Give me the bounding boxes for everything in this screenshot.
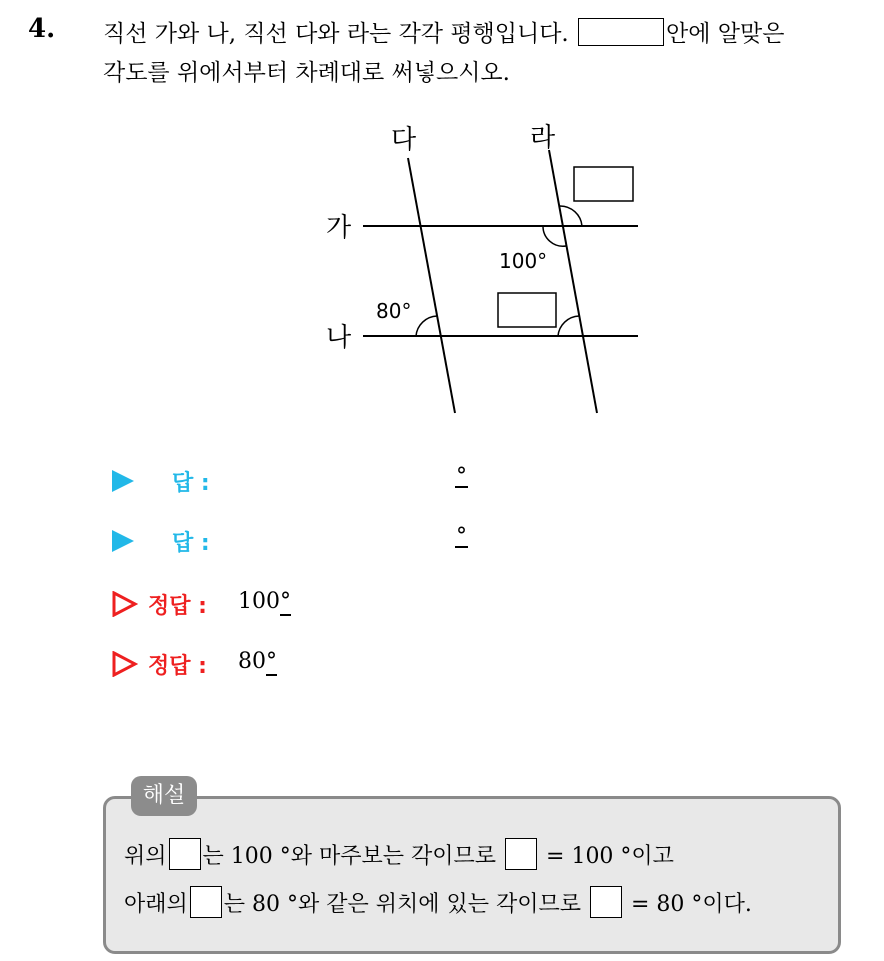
correct-value-number: 100	[238, 589, 280, 614]
correct-row-1	[112, 589, 412, 621]
answer-label: 답 :	[172, 531, 210, 556]
correct-value	[238, 649, 277, 674]
degree-unit: °	[280, 589, 291, 614]
correct-label: 정답 :	[148, 654, 207, 679]
answer-input-1[interactable]	[455, 464, 468, 489]
answer-input-2[interactable]	[455, 524, 468, 549]
blank-square	[190, 886, 222, 918]
play-triangle-icon	[112, 530, 134, 552]
label-da: 다	[391, 125, 417, 155]
expl-text: 위의	[124, 844, 167, 869]
question-text-1a: 직선 가와 나, 직선 다와 라는 각각 평행입니다.	[103, 21, 569, 47]
correct-value-number: 80	[238, 649, 266, 674]
expl-text: = 100 °이고	[546, 844, 674, 869]
angle-blank-box-bottom	[498, 293, 556, 327]
explanation-tab: 해설	[131, 776, 197, 816]
angle-arc-bottom-right	[558, 316, 579, 336]
angle-arc-80	[416, 316, 437, 336]
answer-row-1	[112, 466, 512, 498]
outline-triangle-icon	[112, 591, 138, 617]
degree-unit: °	[456, 464, 467, 489]
expl-text: 는 100 °와 마주보는 각이므로	[202, 844, 497, 869]
blank-square	[169, 838, 201, 870]
correct-label: 정답 :	[148, 594, 207, 619]
degree-unit: °	[266, 649, 277, 674]
expl-text: 아래의	[124, 892, 188, 917]
label-ra: 라	[530, 123, 556, 153]
correct-value	[238, 589, 291, 614]
question-text-1b: 안에 알맞은	[666, 21, 785, 47]
explanation-box	[103, 796, 841, 954]
label-angle-100: 100°	[499, 249, 548, 273]
play-triangle-icon	[112, 470, 134, 492]
outline-triangle-icon	[112, 651, 138, 677]
answer-row-2	[112, 526, 512, 558]
label-angle-80: 80°	[376, 299, 412, 323]
expl-text: = 80 °이다.	[631, 892, 752, 917]
answer-label: 답 :	[172, 471, 210, 496]
degree-unit: °	[456, 524, 467, 549]
label-na: 나	[326, 323, 352, 353]
expl-text: 는 80 °와 같은 위치에 있는 각이므로	[223, 892, 581, 917]
angle-blank-box-top	[574, 167, 633, 201]
blank-square	[590, 886, 622, 918]
label-ga: 가	[326, 213, 352, 243]
parallel-lines-figure	[0, 0, 884, 440]
blank-square	[505, 838, 537, 870]
question-number: 4.	[28, 14, 56, 44]
explanation-line-1	[124, 838, 674, 870]
line-da	[408, 158, 455, 413]
question-line-2: 각도를 위에서부터 차례대로 써넣으시오.	[103, 60, 510, 86]
correct-row-2	[112, 649, 412, 681]
explanation-line-2	[124, 886, 752, 918]
